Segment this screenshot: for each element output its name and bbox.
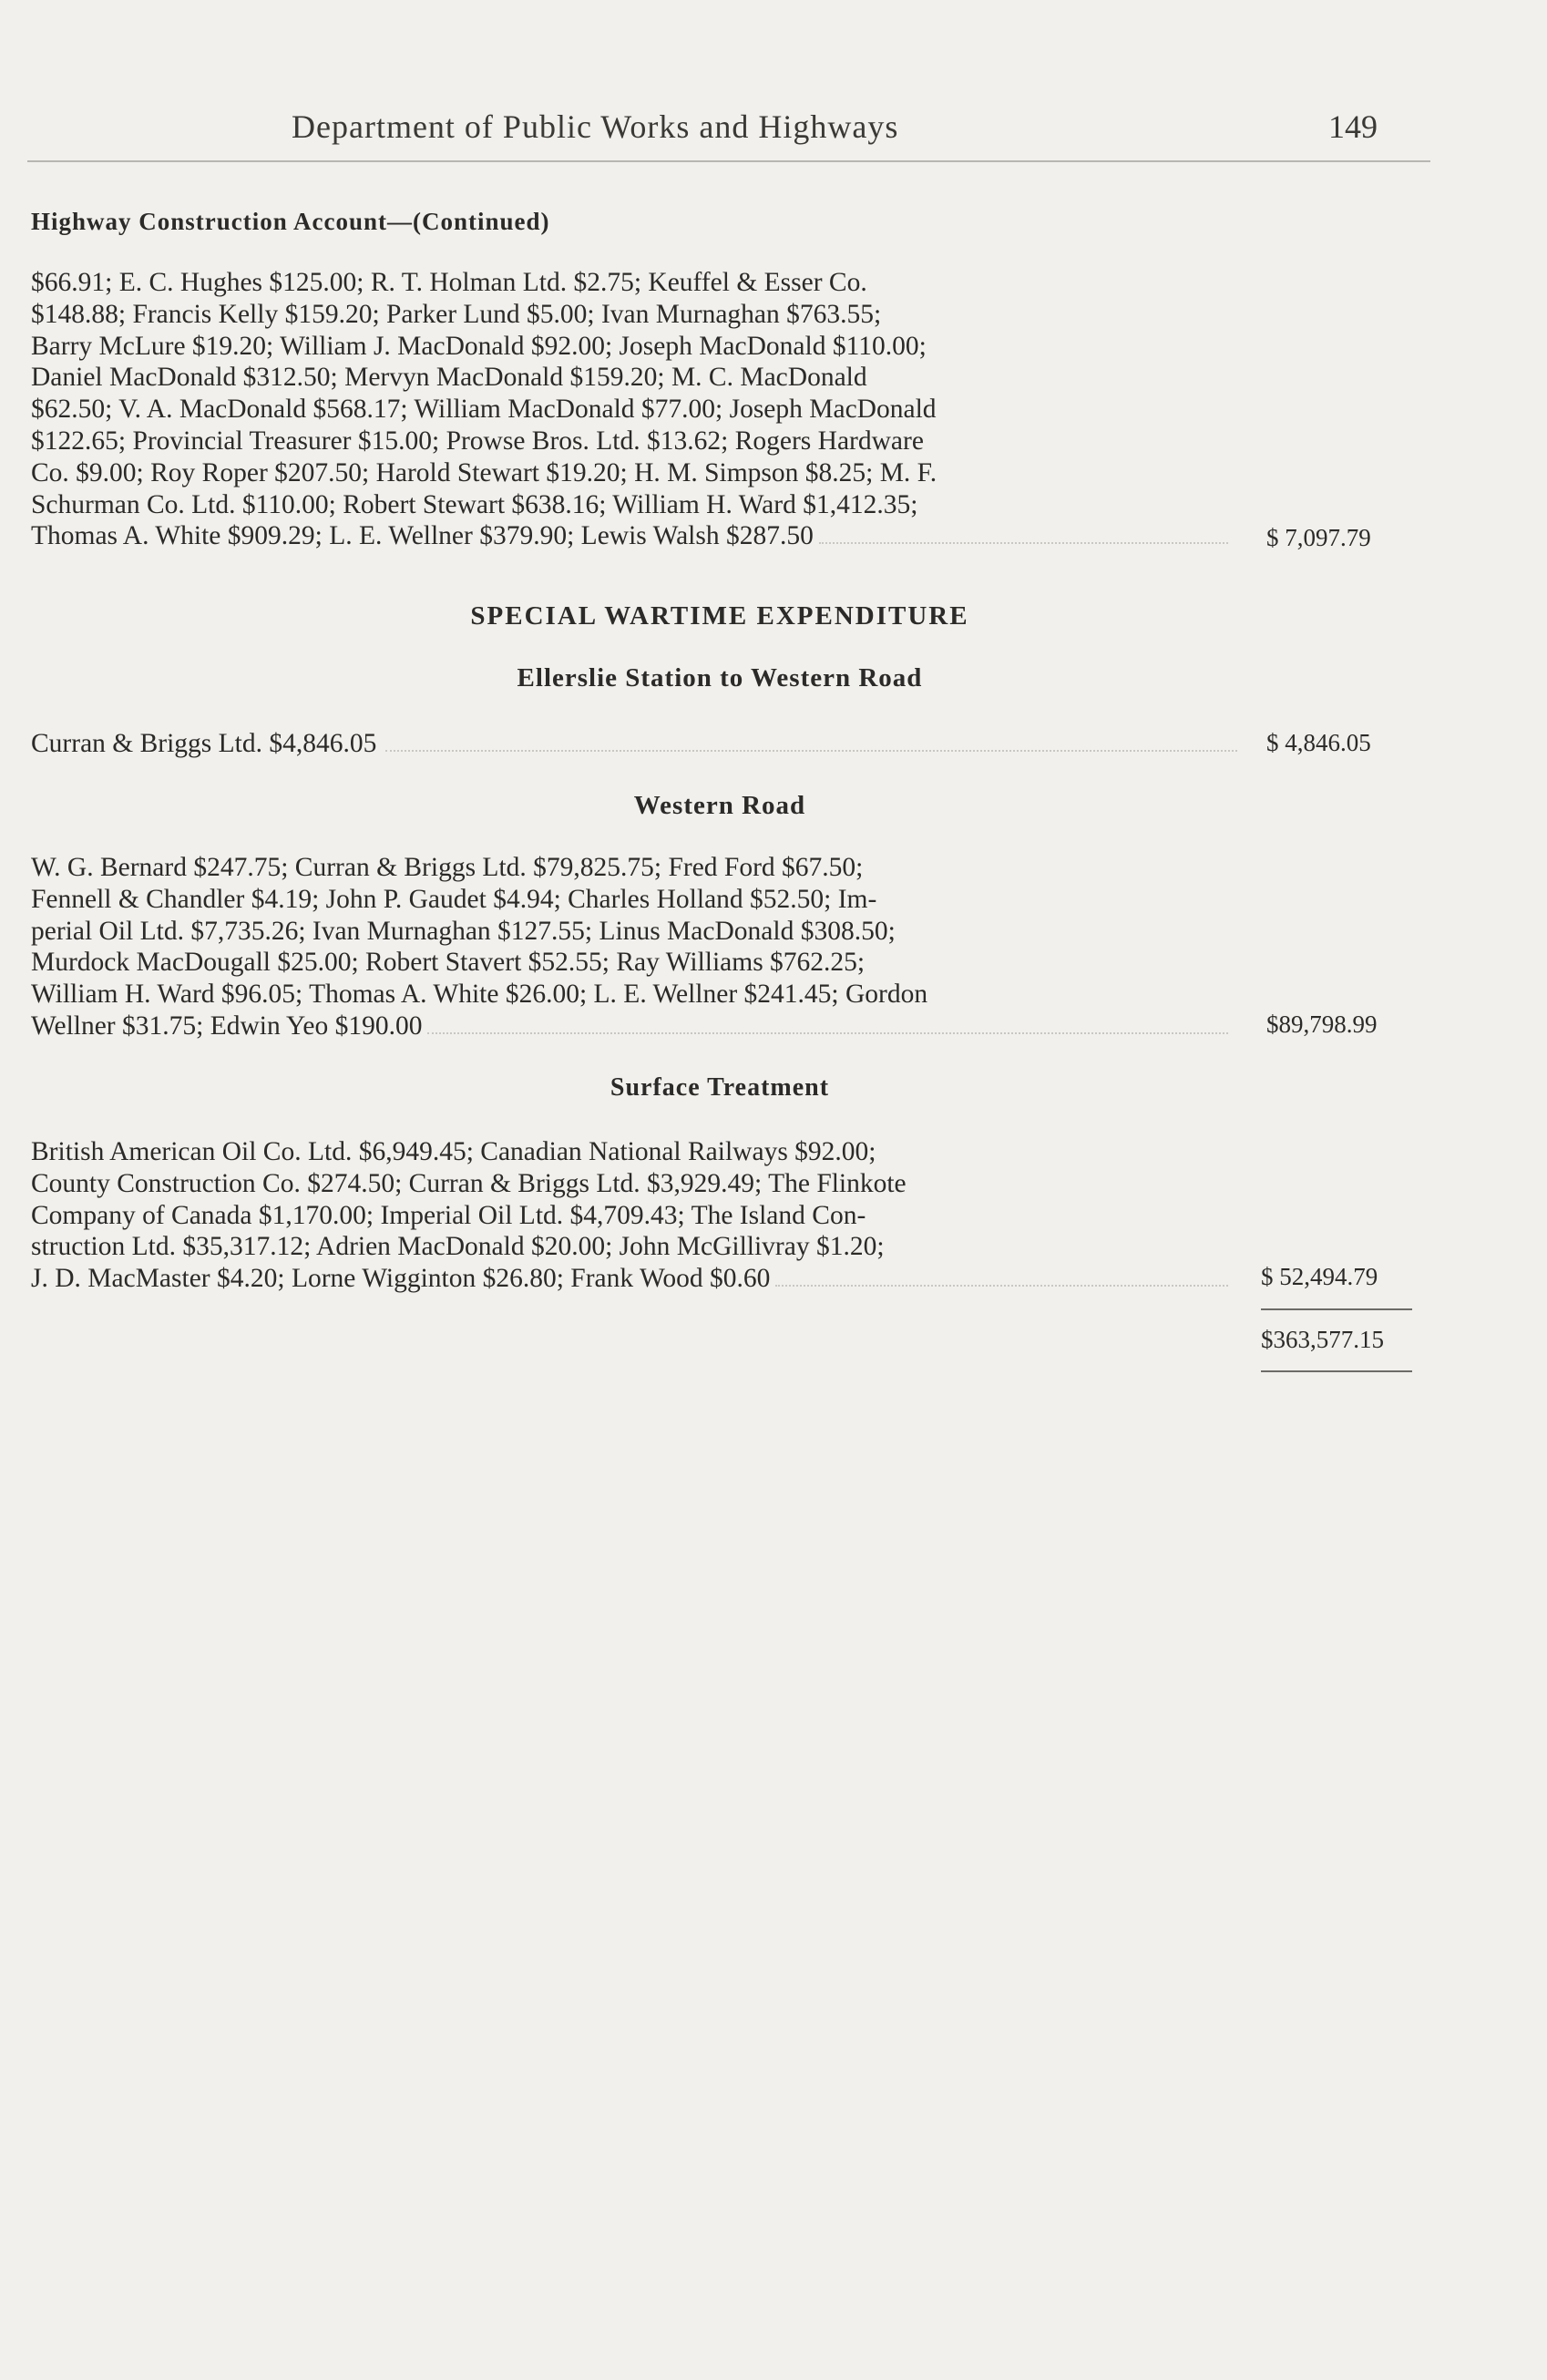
text-line-content: J. D. MacMaster $4.20; Lorne Wigginton $26.80; Frank Wood $0.60 — [31, 1264, 771, 1294]
text-line: perial Oil Ltd. $7,735.26; Ivan Murnaghan $127.55; Linus MacDonald $308.50; — [31, 916, 896, 946]
construction-paragraph — [31, 267, 1234, 552]
running-head — [0, 108, 1547, 153]
text-line: $66.91; E. C. Hughes $125.00; R. T. Holman Ltd. $2.75; Keuffel & Esser Co. — [31, 268, 867, 297]
text-line: Co. $9.00; Roy Roper $207.50; Harold Stewart $19.20; H. M. Simpson $8.25; M. F. — [31, 457, 937, 487]
header-rule — [27, 160, 1430, 162]
text-line — [31, 520, 1234, 552]
subtotal-rule — [1261, 1308, 1412, 1310]
surface-amount: $ 52,494.79 — [1261, 1263, 1378, 1290]
text-line: Murdock MacDougall $25.00; Robert Stavert $52.55; Ray Williams $762.25; — [31, 948, 866, 978]
text-line: William H. Ward $96.05; Thomas A. White $26.00; L. E. Wellner $241.45; Gordon — [31, 980, 928, 1010]
western-heading: Western Road — [633, 791, 806, 820]
text-line: $122.65; Provincial Treasurer $15.00; Prowse Bros. Ltd. $13.62; Rogers Hardware — [31, 426, 924, 456]
text-line: $62.50; V. A. MacDonald $568.17; William MacDonald $77.00; Joseph MacDonald — [31, 395, 937, 425]
surface-heading: Surface Treatment — [610, 1073, 830, 1102]
text-line: Schurman Co. Ltd. $110.00; Robert Stewart $638.16; William H. Ward $1,412.35; — [31, 489, 918, 519]
text-line: Fennell & Chandler $4.19; John P. Gaudet $4.94; Charles Holland $52.50; Im- — [31, 884, 877, 914]
text-line: British American Oil Co. Ltd. $6,949.45; Canadian National Railways $92.00; — [31, 1137, 876, 1166]
text-line — [31, 1263, 1234, 1295]
ellerslie-amount: $ 4,846.05 — [1266, 729, 1371, 756]
text-line: struction Ltd. $35,317.12; Adrien MacDonald $20.00; John McGillivray $1.20; — [31, 1232, 885, 1262]
running-title: Department of Public Works and Highways — [292, 108, 899, 145]
western-paragraph — [31, 852, 1234, 1042]
text-line: Daniel MacDonald $312.50; Mervyn MacDonald $159.20; M. C. MacDonald — [31, 363, 867, 393]
dot-leader — [427, 1032, 1228, 1034]
western-amount: $89,798.99 — [1266, 1010, 1378, 1038]
dot-leader — [385, 750, 1237, 752]
text-line: W. G. Bernard $247.75; Curran & Briggs Ltd. $79,825.75; Fred Ford $67.50; — [31, 853, 864, 882]
text-line: County Construction Co. $274.50; Curran & Briggs Ltd. $3,929.49; The Flinkote — [31, 1168, 907, 1198]
special-heading: SPECIAL WARTIME EXPENDITURE — [470, 601, 969, 631]
surface-paragraph — [31, 1136, 1234, 1295]
text-line — [31, 1010, 1234, 1042]
text-line: Barry McLure $19.20; William J. MacDonald $92.00; Joseph MacDonald $110.00; — [31, 331, 927, 361]
total-rule — [1261, 1370, 1412, 1372]
ellerslie-line — [31, 729, 1243, 759]
construction-heading: Highway Construction Account—(Continued) — [31, 208, 550, 235]
grand-total: $363,577.15 — [1261, 1326, 1384, 1353]
dot-leader — [819, 542, 1228, 544]
ellerslie-heading: Ellerslie Station to Western Road — [517, 663, 923, 692]
text-line-content: Wellner $31.75; Edwin Yeo $190.00 — [31, 1010, 423, 1041]
text-line: Company of Canada $1,170.00; Imperial Oil Ltd. $4,709.43; The Island Con- — [31, 1200, 866, 1230]
construction-amount: $ 7,097.79 — [1266, 524, 1371, 551]
text-line: $148.88; Francis Kelly $159.20; Parker Lund $5.00; Ivan Murnaghan $763.55; — [31, 299, 882, 329]
text-line-content: Thomas A. White $909.29; L. E. Wellner $379.90; Lewis Walsh $287.50 — [31, 521, 814, 551]
dot-leader — [775, 1285, 1228, 1287]
ellerslie-line-content: Curran & Briggs Ltd. $4,846.05 — [31, 729, 377, 758]
page-number: 149 — [1328, 108, 1378, 145]
